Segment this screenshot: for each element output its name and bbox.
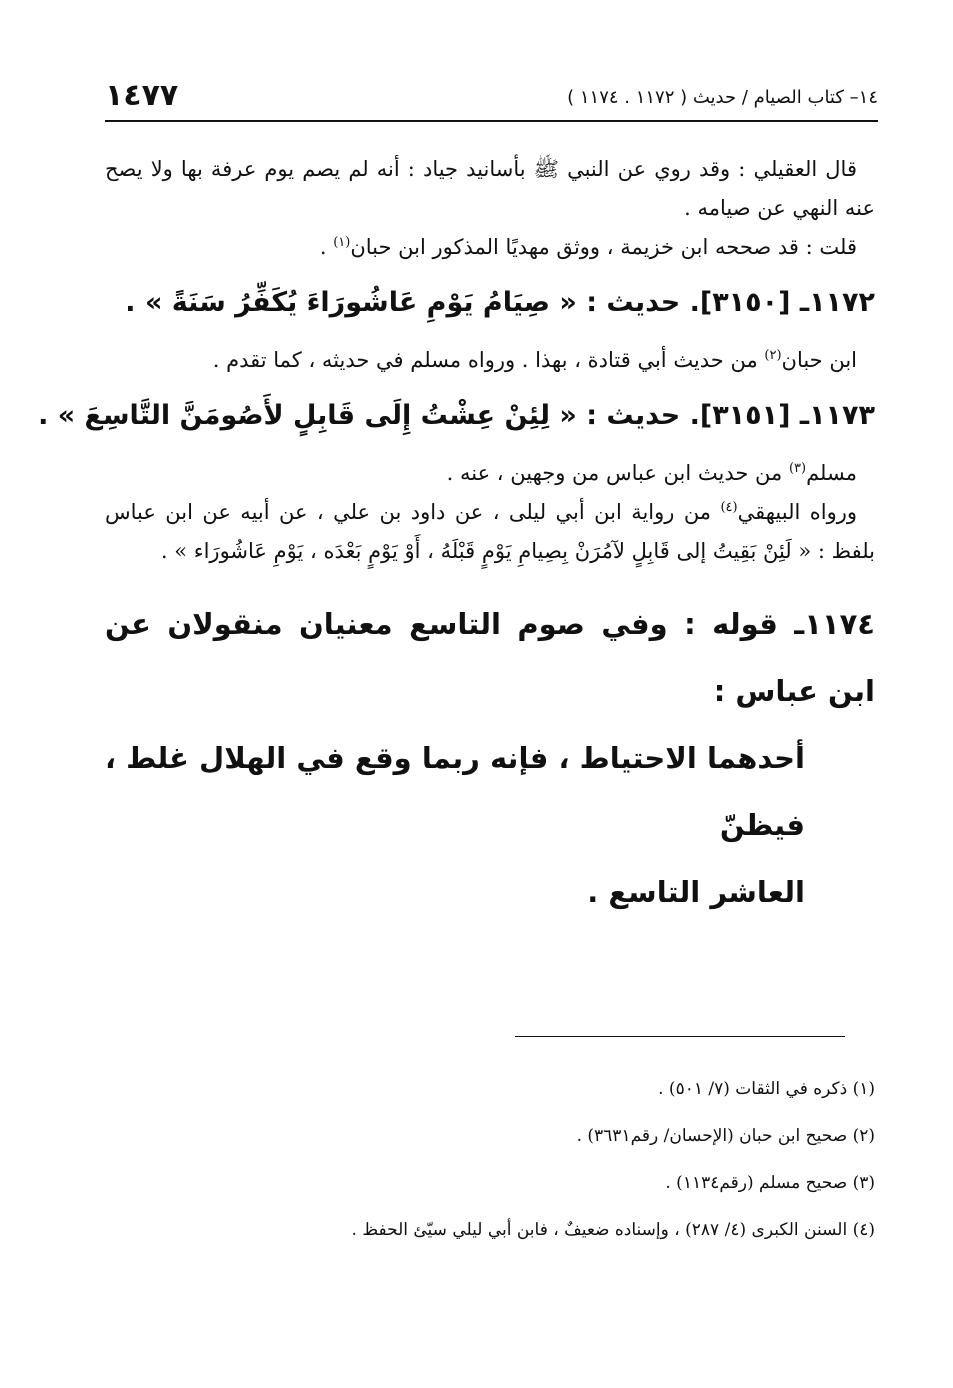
footnote-ref: (٣)	[788, 461, 807, 476]
section-line: أحدهما الاحتياط ، فإنه ربما وقع في الهلال غلط ، فيظنّ	[105, 741, 805, 842]
footnotes	[105, 1066, 875, 1254]
page-number: ١٤٧٧	[105, 78, 179, 113]
footnote-ref: (٤)	[720, 500, 738, 515]
paragraph-line: ولا يصح عنه النهي عن صيامه .	[105, 157, 875, 220]
section-line: ١١٧٤ـ قوله : وفي صوم التاسع معنيان منقولان عن ابن عباس :	[105, 607, 875, 708]
paragraph-muslim	[105, 454, 875, 493]
section-line: العاشر التاسع .	[587, 875, 805, 909]
footnote-3: (٣) صحيح مسلم (رقم١١٣٤) .	[665, 1173, 875, 1193]
paragraph-ibn-hibban	[105, 341, 875, 380]
paragraph-end: .	[319, 235, 334, 259]
footnote-ref: (٢)	[764, 348, 782, 363]
running-title: ١٤– كتاب الصيام / حديث ( ١١٧٢ . ١١٧٤ )	[567, 87, 878, 108]
footnote-2: (٢) صحيح ابن حبان (الإحسان/ رقم٣٦٣١) .	[576, 1126, 875, 1146]
section-1174	[105, 591, 875, 926]
page-header	[105, 78, 878, 118]
footnote-4: (٤) السنن الكبرى (٤/ ٢٨٧) ، وإسناده ضعيفٌ ، فابن أبي ليلي سيّئ الحفظ .	[351, 1220, 875, 1240]
paragraph-bayhaqi	[105, 493, 875, 571]
paragraph-text: من حديث أبي قتادة ، بهذا . ورواه مسلم في حديثه ، كما تقدم .	[212, 348, 765, 372]
paragraph-text: قلت : قد صححه ابن خزيمة ، ووثق مهديًا المذكور ابن حبان	[350, 235, 857, 259]
header-rule	[105, 120, 878, 122]
paragraph-text: مسلم	[806, 461, 857, 485]
paragraph-line: قال العقيلي : وقد روي عن النبي ﷺ بأسانيد جياد : أنه لم يصم يوم عرفة بها	[180, 157, 857, 181]
footnote-1: (١) ذكره في الثقات (٧/ ٥٠١) .	[658, 1079, 875, 1099]
hadith-heading-1172: ١١٧٢ـ [٣١٥٠]. حديث : « صِيَامُ يَوْمِ عَاشُورَاءَ يُكَفِّرُ سَنَةً » .	[125, 287, 875, 318]
main-text	[38, 150, 875, 926]
paragraph-qultu	[105, 228, 875, 267]
paragraph-uqayli	[105, 150, 875, 228]
hadith-heading-1173: ١١٧٣ـ [٣١٥١]. حديث : « لِئِنْ عِشْتُ إِلَى قَابِلٍ لأَصُومَنَّ التَّاسِعَ » .	[38, 400, 875, 431]
paragraph-text: ورواه البيهقي	[737, 500, 857, 524]
footnote-rule	[515, 1036, 845, 1037]
paragraph-text: من حديث ابن عباس من وجهين ، عنه .	[446, 461, 789, 485]
footnote-ref: (١)	[333, 235, 351, 250]
paragraph-text: من رواية ابن أبي ليلى ، عن داود بن علي ، عن أبيه عن ابن عباس بلفظ : « لَئِنْ بَقِيتُ إلى قَابِلٍ لآمُرَنْ بِصِيامِ يَوْمٍ قَبْلَهُ ، أَوْ يَوْمٍ بَعْدَه ، يَوْمِ عَاشُورَاء » .	[105, 500, 875, 563]
paragraph-text: ابن حبان	[781, 348, 857, 372]
